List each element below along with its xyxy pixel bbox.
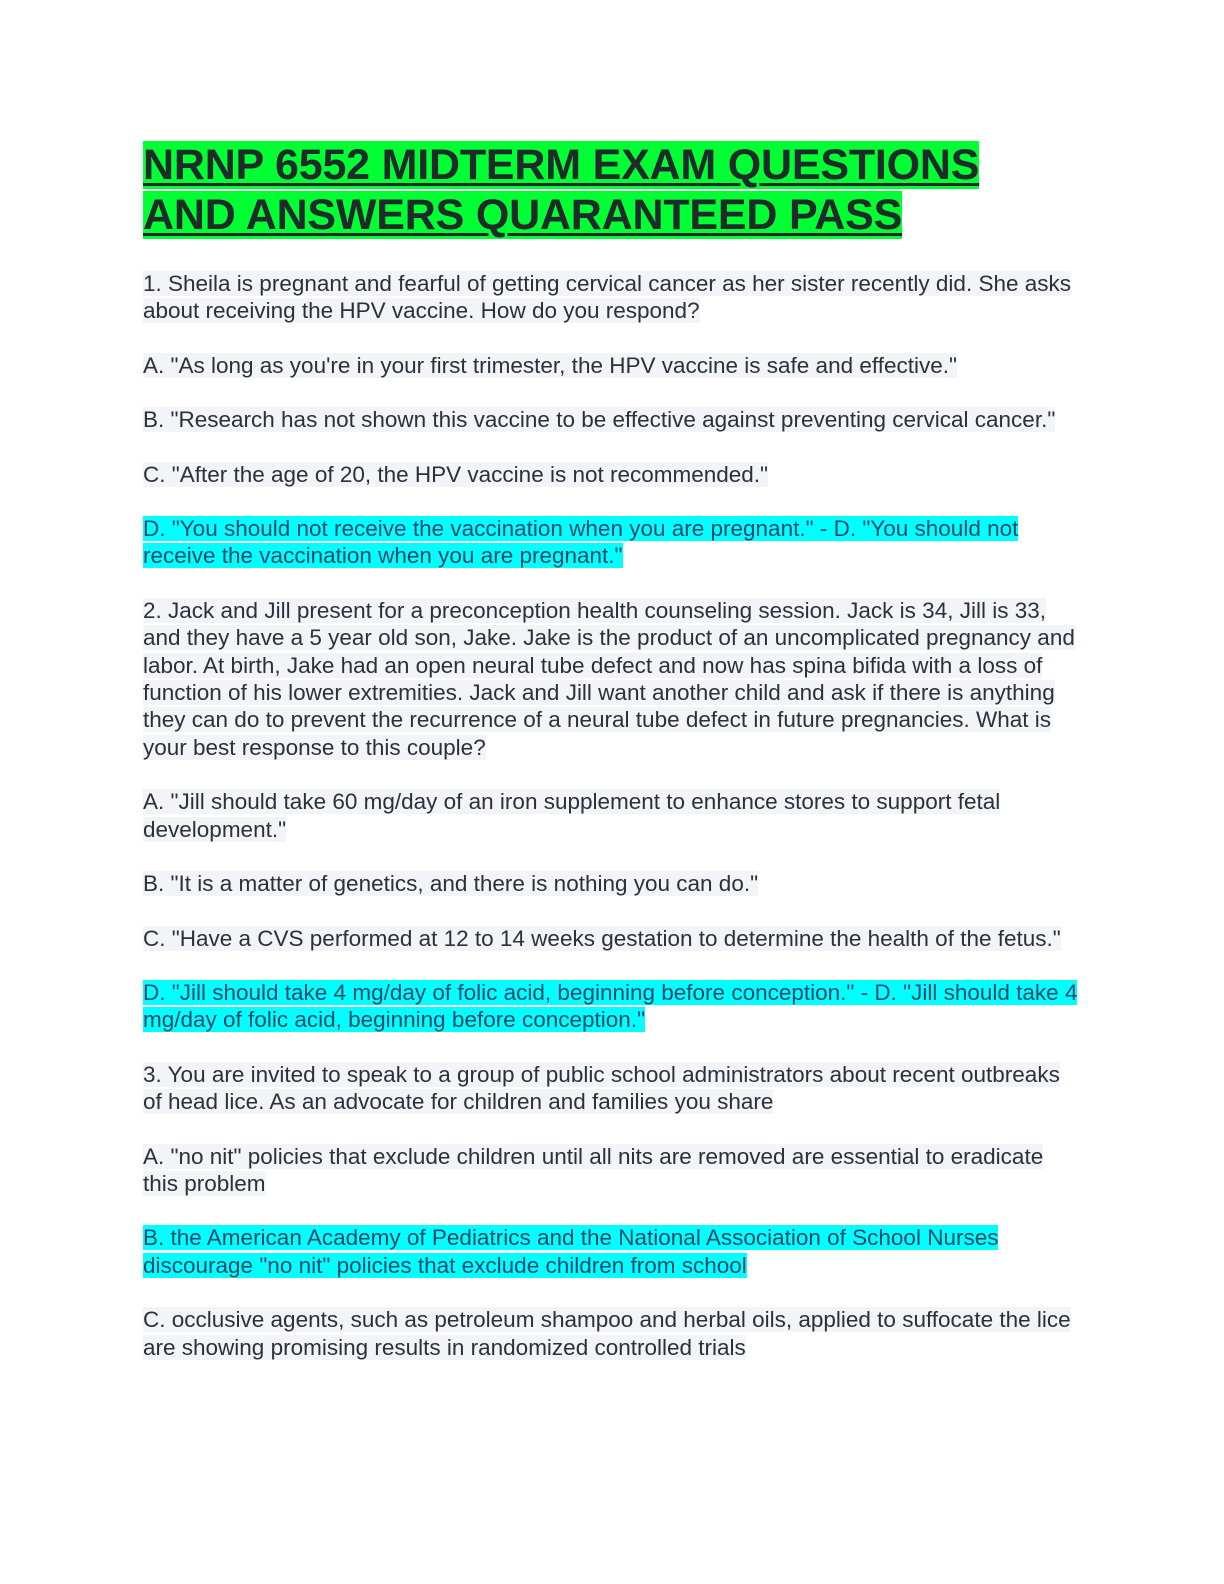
document-page	[143, 140, 1078, 1388]
document-title	[143, 140, 1078, 240]
question-1-option-a: A. "As long as you're in your first trimester, the HPV vaccine is safe and effective."	[143, 352, 957, 378]
question-3-option-c: C. occlusive agents, such as petroleum shampoo and herbal oils, applied to suffocate the lice are showing promising results in randomized controlled trials	[143, 1307, 1071, 1360]
question-1-option-c: C. "After the age of 20, the HPV vaccine is not recommended."	[143, 461, 769, 487]
question-1-stem: 1. Sheila is pregnant and fearful of getting cervical cancer as her sister recently did. She asks about receiving the HPV vaccine. How do you respond?	[143, 271, 1071, 324]
question-1-answer: D. "You should not receive the vaccination when you are pregnant." - D. "You should not receive the vaccination when you are pregnant."	[143, 516, 1019, 569]
question-2-answer: D. "Jill should take 4 mg/day of folic acid, beginning before conception." - D. "Jill should take 4 mg/day of folic acid, beginning before conception."	[143, 979, 1078, 1033]
question-2-option-c: C. "Have a CVS performed at 12 to 14 weeks gestation to determine the health of the fetus."	[143, 925, 1061, 951]
document-title-text: NRNP 6552 MIDTERM EXAM QUESTIONS AND ANSWERS QUARANTEED PASS	[143, 141, 980, 239]
question-3-option-a: A. "no nit" policies that exclude children until all nits are removed are essential to eradicate this problem	[143, 1143, 1044, 1196]
question-3-answer-prefix: B.	[143, 1225, 165, 1251]
question-3-stem: 3. You are invited to speak to a group of public school administrators about recent outbreaks of head lice. As an advocate for children and families you share	[143, 1061, 1060, 1115]
question-2-stem: 2. Jack and Jill present for a preconception health counseling session. Jack is 34, Jill is 33, and they have a 5 year old son, Jake. Jake is the product of an uncomplicated pregnancy and labor. At birth, Jake had an open neural tube defect and now has spina bifida with a loss of function of his lower extremities. Jack and Jill want another child and ask if there is anything they can do to prevent the recurrence of a neural tube defect in future pregnancies. What is your best response to this couple?	[143, 597, 1075, 760]
question-1-option-b: B. "Research has not shown this vaccine to be effective against preventing cervical cancer."	[143, 407, 1056, 433]
question-2-option-a: A. "Jill should take 60 mg/day of an iron supplement to enhance stores to support fetal development."	[143, 789, 1001, 842]
question-3-answer: B. the American Academy of Pediatrics and the National Association of School Nurses discourage "no nit" policies that exclude children from school	[143, 1225, 999, 1278]
question-2-option-b: B. "It is a matter of genetics, and there is nothing you can do."	[143, 871, 759, 897]
